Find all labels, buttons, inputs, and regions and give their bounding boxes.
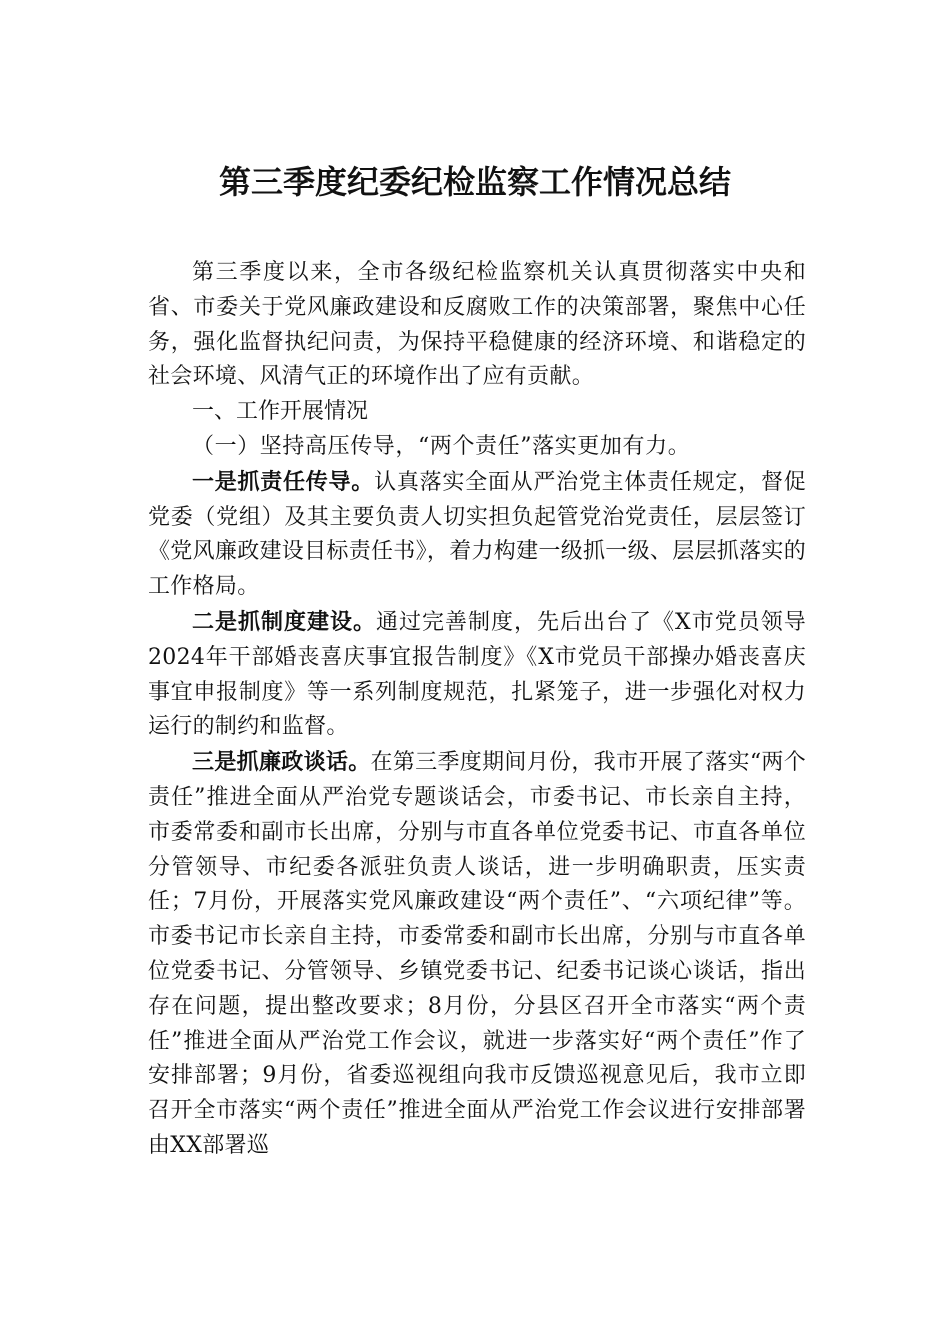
intro-paragraph: 第三季度以来，全市各级纪检监察机关认真贯彻落实中央和省、市委关于党风廉政建设和反腐败工作的决策部署，聚焦中心任务，强化监督执纪问责，为保持平稳健康的经济环境、和谐稳定的社会环境、风清气正的环境作出了应有贡献。: [148, 260, 806, 390]
item-text: 在第三季度期间月份，我市开展了落实“两个责任”推进全面从严治党专题谈话会，市委书记、市长亲自主持，市委常委和副市长出席，分别与市直各单位党委书记、市直各单位分管领导、市纪委各派驻负责人谈话，进一步明确职责，压实责任；7月份，开展落实党风廉政建设“两个责任”、“六项纪律”等。市委书记市长亲自主持，市委常委和副市长出席，分别与市直各单位党委书记、分管领导、乡镇党委书记、纪委书记谈心谈话，指出存在问题，提出整改要求；8月份，分县区召开全市落实“两个责任”推进全面从严治党工作会议，就进一步落实好“两个责任”作了安排部署；9月份，省委巡视组向我市反馈巡视意见后，我市立即召开全市落实“两个责任”推进全面从严治党工作会议进行安排部署由XX部署巡: [148, 750, 807, 1158]
item-lead: 三是抓廉政谈话。: [192, 749, 371, 776]
item-text: 通过完善制度，先后出台了《X市党员领导2024年干部婚丧喜庆事宜报告制度》《X市党员干部操办婚丧喜庆事宜申报制度》等一系列制度规范，扎紧笼子，进一步强化对权力运行的制约和监督。: [148, 609, 806, 740]
item-text: 认真落实全面从严治党主体责任规定，督促党委（党组）及其主要负责人切实担负起管党治党责任，层层签订《党风廉政建设目标责任书》，着力构建一级抓一级、层层抓落实的工作格局。: [148, 469, 807, 600]
item-paragraph-responsibility: [148, 465, 806, 605]
section-heading-work-progress: 一、工作开展情况: [192, 399, 369, 425]
document-body: [148, 256, 806, 1164]
subsection-heading-responsibility: （一）坚持高压传导，“两个责任”落实更加有力。: [192, 433, 691, 459]
item-paragraph-integrity-talks: [148, 745, 806, 1164]
item-paragraph-system-building: [148, 605, 806, 745]
item-lead: 二是抓制度建设。: [192, 608, 377, 635]
document-title: 第三季度纪委纪检监察工作情况总结: [218, 163, 731, 201]
item-lead: 一是抓责任传导。: [192, 468, 375, 495]
